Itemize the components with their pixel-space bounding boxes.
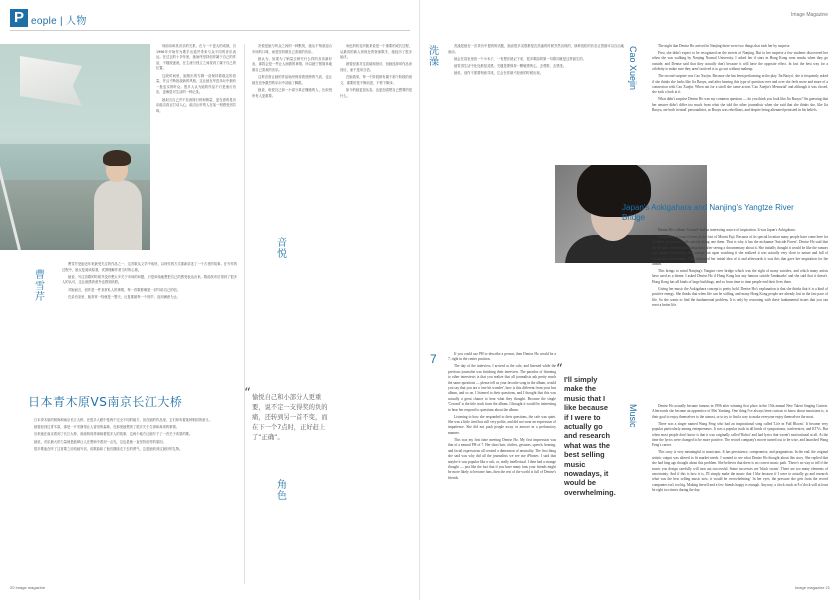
title-char: 雪 — [35, 281, 45, 292]
paragraph: Denise Ho's album 'Coward' had an interesting source of inspiration. It was Japan's Aokigahara. — [658, 228, 796, 232]
paragraph: 她说，取悦自己和一小部分真正懂她的人，比取悦所有人更重要。 — [252, 87, 332, 98]
paragraph: 她说，音乐最大的力量就是能够让人在黑暗中看到一点光，这也是她一直坚持创作的原因。 — [34, 439, 166, 444]
paragraph: 何韵诗和其音乐的关系，在与一个更大的成就，自1996年开始作为歌手出道并带来与众不同的音乐表达。在过去的十多年里，她始终坚持创作属于自己的作品，不随波逐流，在主流与独立之间找到了属于自己的位置。 — [156, 44, 236, 71]
paragraph: First, she didn't expect to be recognized on the streets of Nanjing. But to her surprise a few students discovered her when she was walking by Nanjing Normal University. I asked her if stars in Hong Kong wear masks when they go outside, and Denise said that they actually don't because it will have the opposite effect. In fact the best way for a celebrity to make sure they aren't noticed is to go out without makeup. — [652, 51, 828, 72]
paragraph: What didn't surprise Denise Ho was my common question — do you think you look like Jia Baoyu? I'm guessing that her answer didn't differ too much from what she told the other journalists when she said that she thinks she, like Jia Baoyu, are both 'neutral' personalities, as Baoyu was rebellious, and despite being alienated persisted in his beliefs. — [652, 97, 828, 113]
paragraph: 她曾经到过青木原，那是一片安静得让人害怕的森林，在那里她想到了很多关于生命和离别的事情。 — [34, 425, 180, 430]
paragraph: 这段时间里，她推出的专辑一直保持着稳定的质量，并且不断挑战新的风格，这让她在华语乐坛中拥有一批忠实的听众。很多人认为她的作品不只是流行音乐，更像是对生活的一种记录。 — [156, 73, 236, 95]
paragraph: Aokigahara is a sea of trees at the foot of Mount Fuji. Because of its special location many people have come here for all kinds of reasons, with suicide being one them. That is why it has the nickname 'Suicide Forest'. Denise Ho said that she became interested in Aokigahara after seeing a documentary about it. She initially thought it would be like the rumors and appear treacherous and strange but upon watching it she realized it was actually very close to nature and full of tranquility and animals. This subverted her initial idea of it and afterwards it was this that gave her inspiration for the album. — [652, 235, 828, 267]
paragraph: 她曾经面对过质疑和批评，但她选择用作品来回应，而不是用言语。 — [340, 62, 412, 72]
section-badge: P — [10, 9, 28, 27]
article-right-top — [448, 44, 624, 160]
paragraph: 音悦是她与听众之间的一种默契，她从不刻意迎合市场的口味，而是坚持做自己喜欢的音乐。 — [252, 44, 332, 54]
headline-aokigahara-en: Japan's Aokigahara and Nanjing's Yangtze River Bridge — [622, 203, 794, 222]
title-cao-xuejin-en: Cao Xuejin — [628, 46, 638, 91]
article-col-2 — [252, 44, 332, 384]
paragraph: 洗澡是她在一次采访中提到的话题，她说很多灵感都是在洗澡的时候突然出现的，那种放松的状态让思绪可以自由地流动。 — [448, 44, 624, 54]
title-yin-yue-cn — [276, 238, 288, 260]
title-char: 悦 — [277, 249, 287, 260]
title-jue-se-cn — [276, 480, 288, 502]
paragraph: This was my first time meeting Denise Ho. My first impression was that of a neutral PH of 7. Her short hair, clothes, gestures, speech, bearing, and facial expressions all created a dimension of neutrality. The first thing she said was why did all the journalists we see use iPhones. I said that maybe it was popular like a cult, or, really intellectual. I then had a strange thought — just like the fact that if you have many fans your friends might be more likely to become fans, then the rest of the world is full of Denise's friends. — [448, 437, 556, 480]
article-en-left-column — [448, 352, 556, 586]
paragraph: 她坦言自己并不在意排行榜和销量，更在意的是音乐能否真正打动人心，能否让听的人在某一刻感受到共鸣。 — [156, 97, 236, 113]
article-en-bottom — [652, 404, 828, 586]
paragraph: 在她看来，每一个阶段都有属于那个阶段的意义，重要的是不断前进，不停下脚步。 — [340, 75, 412, 85]
paragraph: If you could use PH to describe a person, then Denise Ho would be a 7, right in the center position. — [448, 352, 556, 362]
paragraph: 她会在浴室里放一个小本子，一有想法就记下来，很多歌曲的第一句歌词就是这样诞生的。 — [454, 56, 586, 61]
paragraph: 她觉得生活中处处都是灵感，关键是要保持一颗敏感的心，去观察，去感受。 — [454, 63, 567, 68]
paragraph: 很多歌迷在听了这首歌之后给她写信，说歌曲给了他们继续走下去的勇气，这是她收到过最好的礼物。 — [34, 446, 183, 451]
article-col-1-bottom — [28, 418, 236, 586]
page-number-right: Image magazine 21 — [794, 585, 830, 590]
title-char: 角 — [277, 480, 287, 491]
title-char: 芹 — [35, 292, 45, 303]
photo-person-body — [94, 180, 142, 250]
pull-quote-en: I'll simply make the music that I like because if I were to actually go and research what was the best selling music nowadays, it would be overwhelming. — [564, 375, 616, 497]
paragraph: The day of the interview, I arrived at the cafe, and listened while the previous journalist was finishing their interview. The paradox of listening to other interviews is that you realize that all journalists ask pretty much the same questions — please tell us your favorite song in the album, would you say that you are a 'one hit wonder', how is this different from your last album, and so on. I listened to their questions, and I thought that this was actually a great chance to hear what they thought. Because the single 'Coward' is the title track from the album, I thought it would be interesting to hear her respond to questions about the album. — [448, 364, 556, 412]
paragraph: There was a singer named Wang Feng who had an inspirational song called 'Life in Full Bloom'. It became very popular particularly among entrepreneurs. It was a popular track in all kinds of symposiums, conferences, and KTVs. But when most people don't know is that it was originally called 'Robot' and had lyrics that weren't motivational at all. At the time the lyrics were changed to be more positive. The record company's movie turned out to be wise, and launched Wang Feng's career. — [652, 421, 828, 448]
paragraph: This story is very meaningful to musicians. It has persistence, compromise, and pragmatism. In the end, the original artistic output was altered to fit market needs. I wanted to see what Denise Ho thought about this story. She replied that she had long ago thought about this problem. She believes that there is no correct music path. 'There's no way to tell if the music you design carefully will turn out successful. Some successes are 'black swans'. There are too many elements of uncertainty. And if this is how it is, I'll simply make the music that I like because if I were to actually go and research what was the best selling music now, it would be overwhelming.' In her eyes, the pressure she gets from the record companies isn't too big. Making herself and a few friends happy is enough. Anyway, a clock stuck at 8 o'clock will at least be right two times during the day. — [652, 450, 828, 493]
paragraph: 对她而言，创作是一件非常私人的事情，每一首歌都像是一封写给自己的信。 — [68, 287, 181, 292]
column-divider — [244, 44, 245, 584]
article-col-1-middle — [62, 262, 237, 384]
title-cao-xuejin-cn — [34, 270, 46, 303]
title-char: 洗 — [429, 46, 439, 57]
paragraph: Giving her music the Aokigahara concept is pretty bold. Denise Ho's explanation is that she thinks that it is a kind of positive energy. She thinks that when life can be stifling, and many Hong Kong people are already lost in the fast pace of life. So she wants to find the fundamental problem. It is only by reasoning with these fundamental issues that you can reset a better life. — [652, 286, 828, 308]
paragraph: 她说，写这首歌的时候并没有想太多关于市场的问题，只是单纯地想把自己的感受表达出来。歌曲发布后得到了很多人的认可，这让她感到意外也感到欣慰。 — [62, 274, 237, 285]
article-en-middle — [652, 228, 828, 400]
paragraph: 日本青木原的树海和南京长江大桥，在很多人眼中是两个完全不同的地方，但在她的作品里，它们却有着某种相同的意义。 — [34, 418, 213, 422]
title-char: 色 — [277, 491, 287, 502]
paragraph: 后来她在南京看到了长江大桥，那座桥同样承载着很多人的故事，这两个地方让她写下了一首关于希望的歌。 — [34, 432, 193, 437]
magazine-logo: Image Magazine — [791, 12, 828, 18]
right-page — [420, 0, 840, 600]
title-char: 音 — [277, 238, 287, 249]
paragraph: This brings to mind Nanjing's Yangtze river bridge which was the sight of many suicides, and which many artists have used as a theme. I asked Denise Ho if Hong Kong has any famous suicide 'landmarks' and she said that it doesn't. Hong Kong has all kinds of large buildings, and so from time to time people end their lives there. — [652, 269, 828, 284]
pull-quote-open-en: “ — [556, 362, 563, 377]
headline-aokigahara-cn: 日本青木原VS南京长江大桥 — [28, 395, 183, 409]
paragraph: The night that Denise Ho arrived in Nanjing there were two things that took her by surprise. — [658, 44, 791, 48]
paragraph: 这种态度让她的作品始终保持着独特的气质，也让她在竞争激烈的乐坛中站稳了脚跟。 — [252, 75, 332, 85]
photo-flag — [20, 56, 82, 106]
paragraph: Listening to how she responded to their questions, the cafe was quiet. She was a little tired but still very polite, and did not wear an expression of impatience. She did not push people away or answer in a perfunctory manner. — [448, 414, 556, 435]
paragraph: 曹雪芹是她近年来最受关注的作品之一，这首歌从文学中取材，以现代的方式重新讲述了一个古老的故事。在写作的过程中，她反复阅读原著，试图理解作者当时的心境。 — [62, 262, 237, 272]
header-rule — [10, 30, 410, 31]
article-col-1-top — [156, 44, 236, 244]
title-char: 曹 — [35, 270, 45, 281]
pull-quote-cn: 愉悦自己和小部分人更重要，说不定一支得奖的负的痛，还转到另一首不变，而在下一个7点时，正好赶上了“正确”。 — [252, 394, 328, 441]
pull-quote-open-cn: “ — [244, 386, 251, 401]
section-label: eople | 人物 — [31, 16, 87, 27]
singer-photo-flag — [0, 44, 150, 250]
paragraph: 她认为，如果为了销量去研究什么样的音乐最好卖，那将会是一件让人崩溃的事情，所以她宁愿简单地做自己喜欢的音乐。 — [252, 56, 332, 72]
paragraph: 在录音室里，她常常一待就是一整天，反复推敲每一个细节，直到满意为止。 — [68, 294, 181, 299]
title-char: 澡 — [429, 57, 439, 68]
paragraph: 她说，创作不需要刻意寻找，它会在你最不经意的时候出现。 — [454, 71, 544, 76]
paragraph: Denise Ho actually became famous in 1996 after winning first place in the 15th annual New Talent Singing Contest. Afterwards she became an apprentice of Mei Yanfang. One thing I've always been curious to know about musicians is, is their goal to enjoy themselves to the utmost, or to try to find a way to make everyone enjoy themselves the most. — [652, 404, 828, 419]
photo-person-hair — [103, 150, 131, 166]
title-music-en: Music — [628, 404, 638, 428]
page-number-left: 20 Image magazine — [10, 585, 46, 590]
title-xi-zao-cn — [428, 46, 440, 68]
ph-seven-label: 7 — [430, 352, 437, 366]
paragraph: The second surprise was Cao Xuejin. Because she has been performing in the play 'Jia Baoyu', she is frequently asked if she thinks she looks like Jia Baoyu, and after hearing this type of question over and over she feels more and more of a connection with Cao Xuejin. When out for a stroll she came across 'Cao Xuejin's Memorial' and although it was closed, she took a look at it. — [652, 74, 828, 95]
paragraph: 如今的她更加从容，也更加清楚自己想要的是什么。 — [340, 87, 412, 98]
article-col-3 — [340, 44, 412, 584]
paragraph: 角色的转变对她来说是一个重要的成长过程，从最初的新人到现在的资深歌手，她经历了很多起伏。 — [340, 44, 412, 60]
